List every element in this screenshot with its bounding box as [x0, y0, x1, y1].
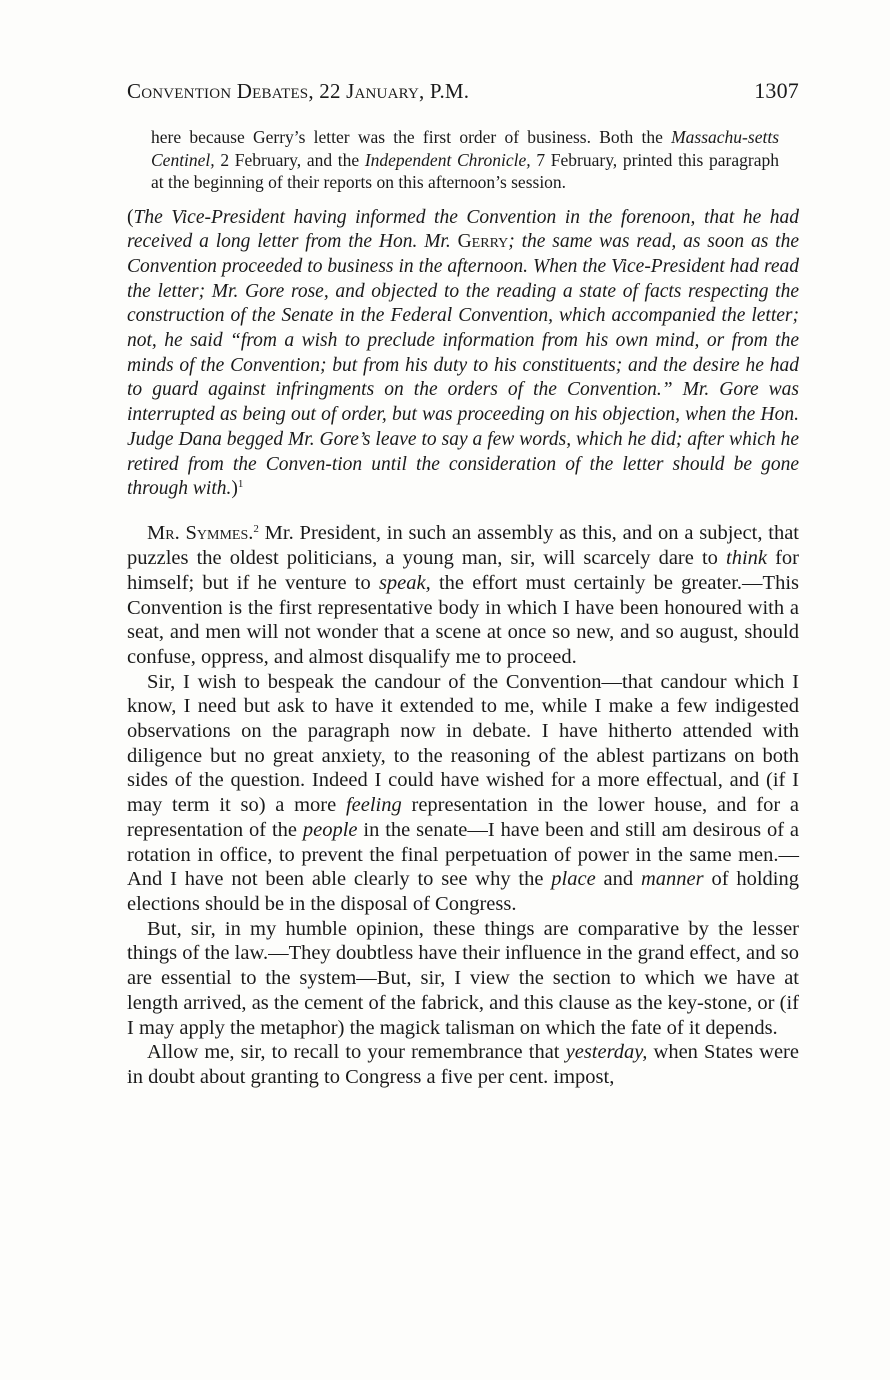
narrative-text: ; the same was read, as soon as the Convention proceeded to business in the afternoon. When the Vice-President had read the letter; Mr. Gore rose, and objected to the reading a state of facts respecting the construction of the Senate in the Federal Convention, which accompanied the letter; not, he said “from a wish to preclude information from his own mind, or from the minds of the Convention; but from his duty to his constituents; and the desire he had to guard against infringments on the orders of the Convention.” Mr. Gore was interrupted as being out of order, but was proceeding on his objection, when the Hon. Judge Dana begged Mr. Gore’s leave to say a few words, which he did; after which he retired from the Conven-tion until the consideration of the letter should be gone through with.	[127, 231, 799, 500]
paragraph-text: But, sir, in my humble opinion, these things are comparative by the lesser things of the law.—They doubtless have their influence in the grand effect, and so are essential to the system—But, sir, I view the section to which we have at length arrived, as the cement of the fabrick, and this clause as the key-stone, or (if I may apply the metaphor) the magick talisman on which the fate of it depends.	[127, 917, 799, 1039]
narrative-text: The Vice-President having informed the Convention in the forenoon, that he had received a long letter from the Hon. Mr.	[127, 206, 799, 253]
close-paren: )	[231, 478, 238, 500]
speech-paragraph	[127, 917, 799, 1041]
note-italic-title: Independent Chronicle,	[364, 149, 531, 170]
running-head-title: Convention Debates, 22 January, P.M.	[127, 79, 470, 103]
footnote-ref: 1	[237, 478, 244, 491]
note-italic-title: Massachu-setts Centinel,	[151, 127, 779, 170]
paragraph-text: Allow me, sir, to recall to your remembrance that	[147, 1041, 566, 1064]
speech-paragraph	[127, 670, 799, 917]
paragraph-text: representation in the lower house, and for a representation of the	[127, 794, 799, 841]
note-text: 2 February, and the	[214, 149, 365, 170]
open-paren: (	[127, 206, 134, 228]
speech-paragraph	[127, 1040, 799, 1089]
emphasis: yesterday,	[565, 1041, 648, 1064]
emphasis: place	[551, 868, 596, 891]
bracketed-narrative	[127, 206, 799, 502]
emphasis: think	[726, 547, 767, 570]
emphasis: people	[302, 818, 358, 841]
note-text: 7 February, printed this paragraph at the beginning of their reports on this afternoon’s session.	[151, 149, 779, 192]
narrative-name: Gerry	[457, 231, 509, 253]
speaker-name: Mr. Symmes.	[147, 522, 254, 545]
note-text: here because Gerry’s letter was the first order of business. Both the	[151, 127, 672, 147]
paragraph-text: the effort must certainly be greater.—This Convention is the first representative body in which I have been honoured with a seat, and men will not wonder that a scene at once so new, and so august, should confuse, oppress, and almost disqualify me to proceed.	[127, 571, 800, 668]
paragraph-text: of holding elections should be in the disposal of Congress.	[127, 868, 799, 915]
editorial-note	[151, 126, 779, 194]
book-page	[127, 78, 799, 1090]
emphasis: manner	[640, 868, 704, 891]
paragraph-text: when States were in doubt about granting to Congress a five per cent. impost,	[127, 1041, 799, 1088]
emphasis: speak,	[378, 571, 431, 594]
emphasis: feeling	[345, 794, 402, 817]
paragraph-text: for himself; but if he venture to	[127, 547, 799, 594]
paragraph-text: and	[595, 868, 641, 891]
footnote-ref: 2	[253, 523, 259, 536]
page-number: 1307	[754, 78, 799, 103]
paragraph-text: in the senate—I have been and still am desirous of a rotation in office, to prevent the final perpetuation of power in the same men.—And I have not been able clearly to see why the	[127, 818, 800, 891]
paragraph-text: Sir, I wish to bespeak the candour of the Convention—that candour which I know, I need but ask to have it extended to me, while I make a few indigested observations on the paragraph now in debate. I have hitherto attended with diligence but no great anxiety, to the reasoning of the ablest partizans on both sides of the question. Indeed I could have wished for a more effectual, and (if I may term it so) a more	[127, 670, 799, 817]
paragraph-text: Mr. President, in such an assembly as this, and on a subject, that puzzles the oldest politicians, a young man, sir, will scarcely dare to	[127, 522, 799, 570]
speech-paragraph	[127, 521, 799, 669]
running-head	[127, 78, 799, 108]
